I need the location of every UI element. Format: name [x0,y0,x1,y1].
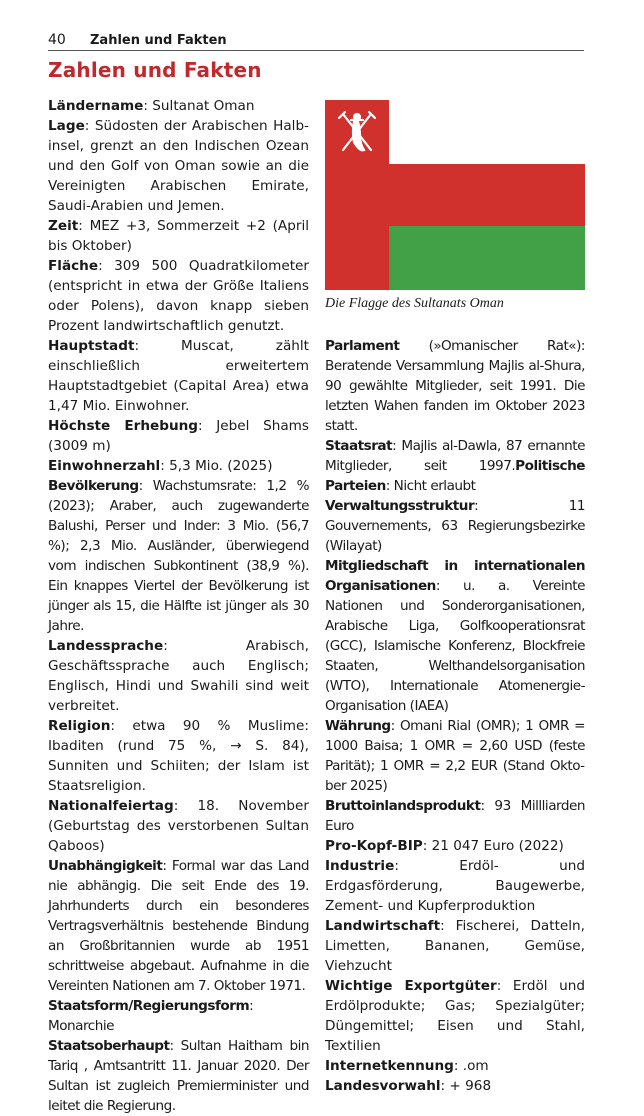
fact-entry [325,336,585,436]
fact-entry [325,836,585,856]
fact-entry [48,456,309,476]
fact-text: : Monarchie [48,998,254,1034]
fact-entry [48,636,309,716]
fact-text: : Omani Rial (OMR); 1 OMR = 1000 Baisa; 1 OMR = 2,60 USD (feste Parität); 1 OMR = 2,2 EUR (Stand Oktober 2025) [325,718,585,794]
fact-text: : u. a. Vereinte Nationen und Sonderorganisationen, Arabische Liga, Golfkooperationsrat (GCC), Islamische Konferenz, Blockfreie Staaten, Welthandelsorganisation (WTO), Internationale Atomenergie-Organisation (IAEA) [325,578,585,714]
fact-entry [48,416,309,456]
fact-text: : Erdöl- und Erdgasförderung, Baugewerbe, Zement- und Kupferproduktion [325,858,585,914]
fact-entry [325,716,585,796]
fact-label: Bevölkerung [48,478,139,494]
fact-text: : Jebel Shams (3009 m) [48,418,309,454]
fact-entry [325,976,585,1056]
fact-entry [325,916,585,976]
fact-entry [325,856,585,916]
fact-text: : Südosten der Arabischen Halbinsel, grenzt an den Indischen Ozean und den Golf von Oman sowie an die Vereinigten Arabischen Emirate, Saudi-Arabien und Jemen. [48,118,309,214]
fact-label: Staatsoberhaupt [48,1038,170,1054]
fact-text: : 21 047 Euro (2022) [422,838,564,854]
fact-label: Staatsform/Regierungsform [48,998,250,1014]
fact-entry [325,796,585,836]
fact-label: Politische Parteien [325,458,585,494]
right-column [325,336,585,1096]
fact-label: Zeit [48,218,79,234]
fact-label: Unabhängigkeit [48,858,163,874]
fact-text: : Nicht erlaubt [385,478,476,494]
fact-text: : + 968 [440,1078,492,1094]
fact-text: : etwa 90 % Muslime: Ibaditen (rund 75 %, → S. 84), Sunniten und Schiiten; der Islam ist Staatsreligion. [48,718,309,794]
fact-label: Währung [325,718,391,734]
fact-entry [48,716,309,796]
fact-text: : Sultanat Oman [143,98,255,114]
fact-text: : 18. November (Geburtstag des verstorbenen Sultan Qaboos) [48,798,309,854]
fact-entry [48,96,309,116]
left-column [48,96,309,1116]
fact-text: (»Omanischer Rat«): Beratende Versammlung Majlis al-Shura, 90 gewählte Mitglieder, seit 1991. Die letzten Wahen fanden im Oktober 2023 statt. [325,338,585,434]
fact-entry [325,556,585,716]
fact-text: : Arabisch, Geschäftssprache auch Englisch; Englisch, Hindi und Swahili sind weit verbreitet. [48,638,309,714]
flag-caption: Die Flagge des Sultanats Oman [325,296,504,311]
fact-text: : Formal war das Land nie abhängig. Die seit Ende des 19. Jahrhunderts durch ein besonderes Vertragsverhältnis bestehende Bindung an Großbritannien wurde ab 1951 schrittweise abgebaut. Aufnahme in die Vereinten Nationen am 7. Oktober 1971. [48,858,309,994]
fact-entry [48,856,309,996]
fact-text: : Muscat, zählt einschließlich erweitertem Hauptstadtgebiet (Capital Area) etwa 1,47 Mio. Einwohner. [48,338,309,414]
fact-label: Höchste Erhebung [48,418,199,434]
fact-entry [325,1056,585,1076]
fact-label: Einwohnerzahl [48,458,161,474]
fact-label: Lage [48,118,85,134]
fact-entry [325,496,585,556]
fact-text: : 5,3 Mio. (2025) [160,458,273,474]
fact-text: : 93 Millliarden Euro [325,798,585,834]
page-title: Zahlen und Fakten [48,58,262,82]
fact-entry [48,1036,309,1116]
page-number: 40 [48,32,66,48]
fact-text: : Erdöl und Erdölprodukte; Gas; Spezialgüter; Düngemittel; Eisen und Stahl, Textilien [325,978,586,1054]
fact-entry [325,1076,585,1096]
fact-entry [48,476,309,636]
fact-text: : 309 500 Quadratkilometer (entspricht in etwa der Größe Italiens oder Polens), davon knapp sieben Prozent landwirtschaftlich genutzt. [48,258,309,334]
fact-text: : .om [453,1058,489,1074]
fact-text: : 11 Gouvernements, 63 Regierungsbezirke (Wilayat) [325,498,585,554]
fact-text: : MEZ +3, Sommerzeit +2 (April bis Oktober) [48,218,309,254]
fact-label: Religion [48,718,111,734]
fact-text: : Sultan Haitham bin Tariq , Amtsantritt 11. Januar 2020. Der Sultan ist zugleich Premierminister und leitet die Regierung. [48,1038,309,1114]
fact-label: Industrie [325,858,395,874]
fact-entry [325,436,585,496]
running-title: Zahlen und Fakten [90,33,227,48]
fact-label: Staatsrat [325,438,393,454]
fact-entry [48,116,309,216]
fact-label: Ländername [48,98,144,114]
fact-label: Landwirtschaft [325,918,441,934]
fact-text: : Wachstumsrate: 1,2 % (2023); Araber, auch zugewanderte Balushi, Perser und Inder: 3 Mio. (56,7 %); 2,3 Mio. Ausländer, überwiegend vom indischen Subkontinent (38,9 %). Ein knappes Viertel der Bevölkerung ist jünger als 15, die Hälfte ist jünger als 30 Jahre. [48,478,309,634]
fact-label: Wichtige Exportgüter [325,978,497,994]
oman-flag [325,100,585,290]
fact-label: Internetkennung [325,1058,454,1074]
fact-entry [48,256,309,336]
fact-label: Nationalfeiertag [48,798,174,814]
fact-label: Hauptstadt [48,338,135,354]
fact-label: Bruttoinlandsprodukt [325,798,481,814]
fact-label: Landesvorwahl [325,1078,441,1094]
fact-text: : Majlis al-Dawla, 87 ernannte Mitglieder, seit 1997. [325,438,585,474]
fact-label: Fläche [48,258,99,274]
fact-text: : Fischerei, Datteln, Limetten, Bananen, Gemüse, Viehzucht [325,918,585,974]
fact-label: Pro-Kopf-BIP [325,838,423,854]
fact-label: Parlament [325,338,400,354]
fact-entry [48,336,309,416]
page-header [48,30,584,51]
fact-label: Verwaltungsstruktur [325,498,475,514]
fact-label: Landessprache [48,638,164,654]
fact-entry [48,796,309,856]
fact-entry [48,216,309,256]
fact-entry [48,996,309,1036]
fact-label: Mitgliedschaft in internationalen Organisationen [325,558,585,594]
